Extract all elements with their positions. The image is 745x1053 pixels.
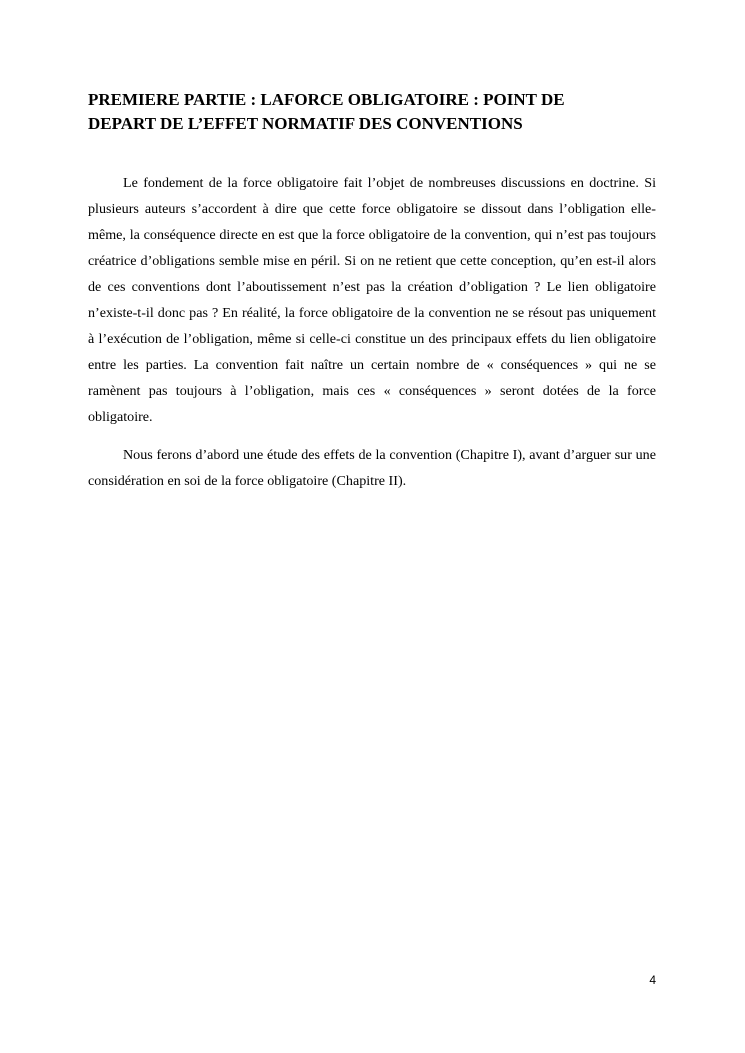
part-heading bbox=[88, 88, 658, 136]
paragraph-2: Nous ferons d’abord une étude des effets de la convention (Chapitre I), avant d’arguer sur une considération en soi de la force obligatoire (Chapitre II). bbox=[88, 447, 656, 489]
part-heading-line-2: DEPART DE L’EFFET NORMATIF DES CONVENTIONS bbox=[88, 114, 523, 133]
page-number: 4 bbox=[649, 973, 656, 987]
body-text bbox=[88, 170, 656, 494]
paragraph-1: Le fondement de la force obligatoire fait l’objet de nombreuses discussions en doctrine. Si plusieurs auteurs s’accordent à dire que cette force obligatoire se dissout dans l’obligation elle-même, la conséquence directe en est que la force obligatoire de la convention, qui n’est pas toujours créatrice d’obligations semble mise en péril. Si on ne retient que cette conception, qu’en est-il alors de ces conventions dont l’aboutissement n’est pas la création d’obligation ? Le lien obligatoire n’existe-t-il donc pas ? En réalité, la force obligatoire de la convention ne se résout pas uniquement à l’exécution de l’obligation, même si celle-ci constitue un des principaux effets du lien obligatoire entre les parties. La convention fait naître un certain nombre de « conséquences » qui ne se ramènent pas toujours à l’obligation, mais ces « conséquences » seront dotées de la force obligatoire. bbox=[88, 175, 656, 425]
part-heading-line-1: PREMIERE PARTIE : LAFORCE OBLIGATOIRE : POINT DE bbox=[88, 90, 565, 109]
